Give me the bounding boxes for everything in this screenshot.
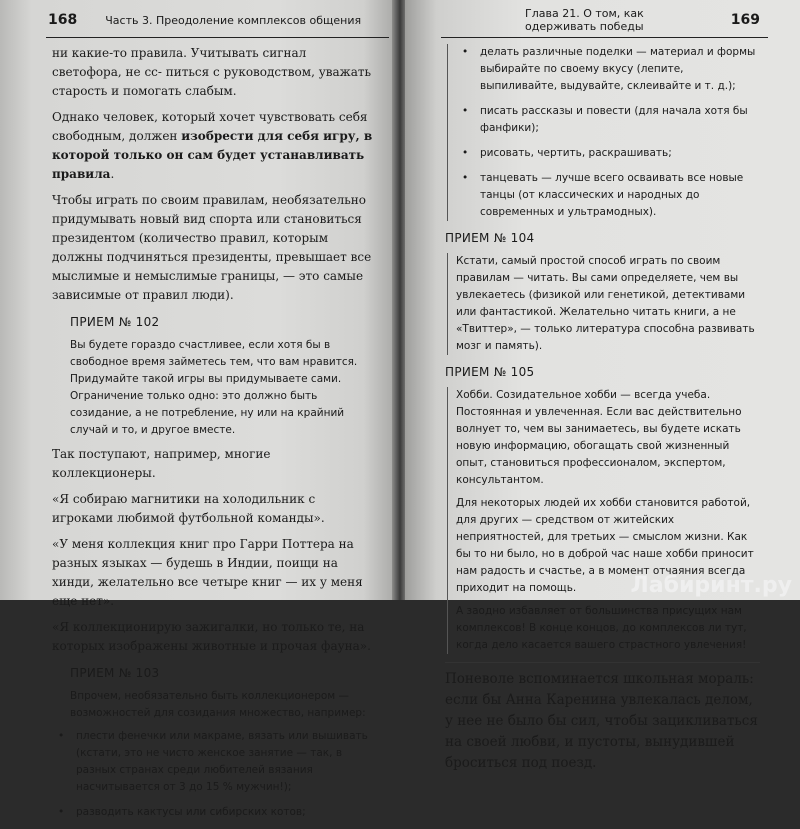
paragraph-1-text: питься с руководством, уважать старость и помогать слабым. bbox=[52, 65, 372, 98]
moral-text: Поневоле вспоминается школьная мораль: если бы Анна Каренина увлекалась делом, у нее не было бы сил, чтобы зацикливаться на своей любви, и пустоты, вынудившей броситься под поезд. bbox=[445, 671, 758, 771]
list-item-text: писать рассказы и повести (для начала хотя бы фанфики); bbox=[480, 105, 748, 134]
right-running-head bbox=[525, 8, 760, 32]
priem-102-text: Вы будете гораздо счастливее, если хотя бы в свободное время займетесь тем, что вам нравится. Придумайте такой игры вы придумываете сами. Ограничение только одно: это должно быть созидание, а не потребление, ну или на крайний случай и то, и другое вместе. bbox=[70, 339, 358, 436]
paragraph-2-bold: изобрести для себя игру, в которой только он сам будет устанавливать правила bbox=[52, 129, 373, 181]
priem-103-title: ПРИЕМ № 103 bbox=[70, 666, 160, 680]
paragraph-1 bbox=[52, 44, 377, 101]
priem-103-text: Впрочем, необязательно быть коллекционером — возможностей для созидания множество, например: bbox=[70, 690, 366, 719]
paragraph-2 bbox=[52, 108, 377, 184]
moral-box bbox=[445, 662, 760, 774]
left-page bbox=[0, 0, 395, 818]
right-page bbox=[405, 0, 800, 771]
paragraph-1-lead: ни какие-то правила. Учитывать сигнал светофора, не сс- bbox=[52, 46, 307, 79]
left-page-number: 168 bbox=[48, 12, 78, 28]
priem-105-box bbox=[447, 387, 760, 654]
left-header-rule bbox=[46, 37, 389, 38]
priem-105-text-3: А заодно избавляет от большинства присущих нам комплексов! В конце концов, до комплексов ли тут, когда дело касается вашего страстного увлечения! bbox=[456, 605, 747, 651]
list-item: • рисовать, чертить, раскрашивать; bbox=[462, 147, 672, 159]
watermark-logo: Лабиринт.ру bbox=[630, 573, 792, 598]
paragraph-2-pre: Однако человек, который хочет чувствовать себя свободным, должен bbox=[52, 110, 368, 143]
priem-102-title: ПРИЕМ № 102 bbox=[70, 315, 160, 329]
list-item: • разводить кактусы или сибирских котов; bbox=[58, 806, 306, 818]
list-item-text: делать различные поделки — материал и формы выбирайте по своему вкусу (лепите, выпиливайте, выдувайте, склеивайте и т. д.); bbox=[480, 46, 756, 92]
list-item-text: плести фенечки или макраме, вязать или вышивать (кстати, это не чисто женское занятие — так, в разных странах среди любителей вязания насчитывается от 3 до 15 % мужчин!); bbox=[76, 730, 368, 793]
quote-3: «Я коллекционирую зажигалки, но только те, на которых изображены животные и прочая фауна». bbox=[52, 620, 371, 653]
list-item: • делать различные поделки — материал и формы выбирайте по своему вкусу (лепите, выпиливайте, выдувайте, склеивайте и т. д.); bbox=[462, 46, 756, 92]
left-bullet-list bbox=[52, 728, 377, 821]
list-item: • танцевать — лучше всего осваивать все новые танцы (от классических и народных до современных и ультрамодных). bbox=[462, 172, 744, 218]
list-item-text: рисовать, чертить, раскрашивать; bbox=[480, 147, 672, 159]
list-item-text: танцевать — лучше всего осваивать все новые танцы (от классических и народных до современных и ультрамодных). bbox=[480, 172, 744, 218]
quote-2: «У меня коллекция книг про Гарри Поттера на разных языках — будешь в Индии, поищи на хинди, желательно все четыре книг — их у меня еще нет». bbox=[52, 537, 363, 608]
left-chapter-title: Часть 3. Преодоление комплексов общения bbox=[105, 13, 362, 27]
right-header-rule bbox=[441, 37, 768, 38]
paragraph-2-post: . bbox=[110, 167, 115, 181]
left-text-column bbox=[52, 44, 377, 829]
list-item-text: разводить кактусы или сибирских котов; bbox=[76, 806, 306, 818]
right-page-number: 169 bbox=[730, 12, 760, 28]
list-item: • плести фенечки или макраме, вязать или вышивать (кстати, это не чисто женское занятие — так, в разных странах среди любителей вязания насчитывается от 3 до 15 % мужчин!); bbox=[58, 730, 368, 793]
right-chapter-title: Глава 21. О том, как одерживать победы bbox=[525, 7, 644, 33]
paragraph-4: Так поступают, например, многие коллекционеры. bbox=[52, 447, 271, 480]
priem-104-text: Кстати, самый простой способ играть по своим правилам — читать. Вы сами определяете, чем вы увлекаетесь (физикой или генетикой, детективами или фантастикой. Желательно читать книги, а не «Твиттер», — только литература способна развивать мозг и память). bbox=[447, 253, 760, 355]
paragraph-3: Чтобы играть по своим правилам, необязательно придумывать новый вид спорта или становиться президентом (количество правил, которым должны подчиняться президенты, превышает все мыслимые и немыслимые границы, — это самые зависимые от правил люди). bbox=[52, 193, 372, 302]
list-item: • писать рассказы и повести (для начала хотя бы фанфики); bbox=[462, 105, 748, 134]
priem-105-text-2: Для некоторых людей их хобби становится работой, для других — средством от житейских неприятностей, для третьих — смыслом жизни. Как бы то ни было, но в доброй час наше хобби приносит нам радость и счастье, а в момент отчаяния всегда приходит на помощь. bbox=[456, 497, 754, 594]
right-bullet-list bbox=[447, 44, 760, 221]
priem-104-title: ПРИЕМ № 104 bbox=[445, 231, 535, 245]
left-running-head bbox=[48, 8, 389, 32]
priem-105-text-1: Хобби. Созидательное хобби — всегда учеба. Постоянная и увлеченная. Если вас действительно волнует то, чем вы занимаетесь, вы будете искать новую информацию, обогащать свой жизненный опыт, становиться профессионалом, экспертом, консультантом. bbox=[456, 389, 742, 486]
priem-105-title: ПРИЕМ № 105 bbox=[445, 365, 535, 379]
right-text-column bbox=[445, 44, 760, 774]
quote-1: «Я собираю магнитики на холодильник с игроками любимой футбольной команды». bbox=[52, 492, 325, 525]
